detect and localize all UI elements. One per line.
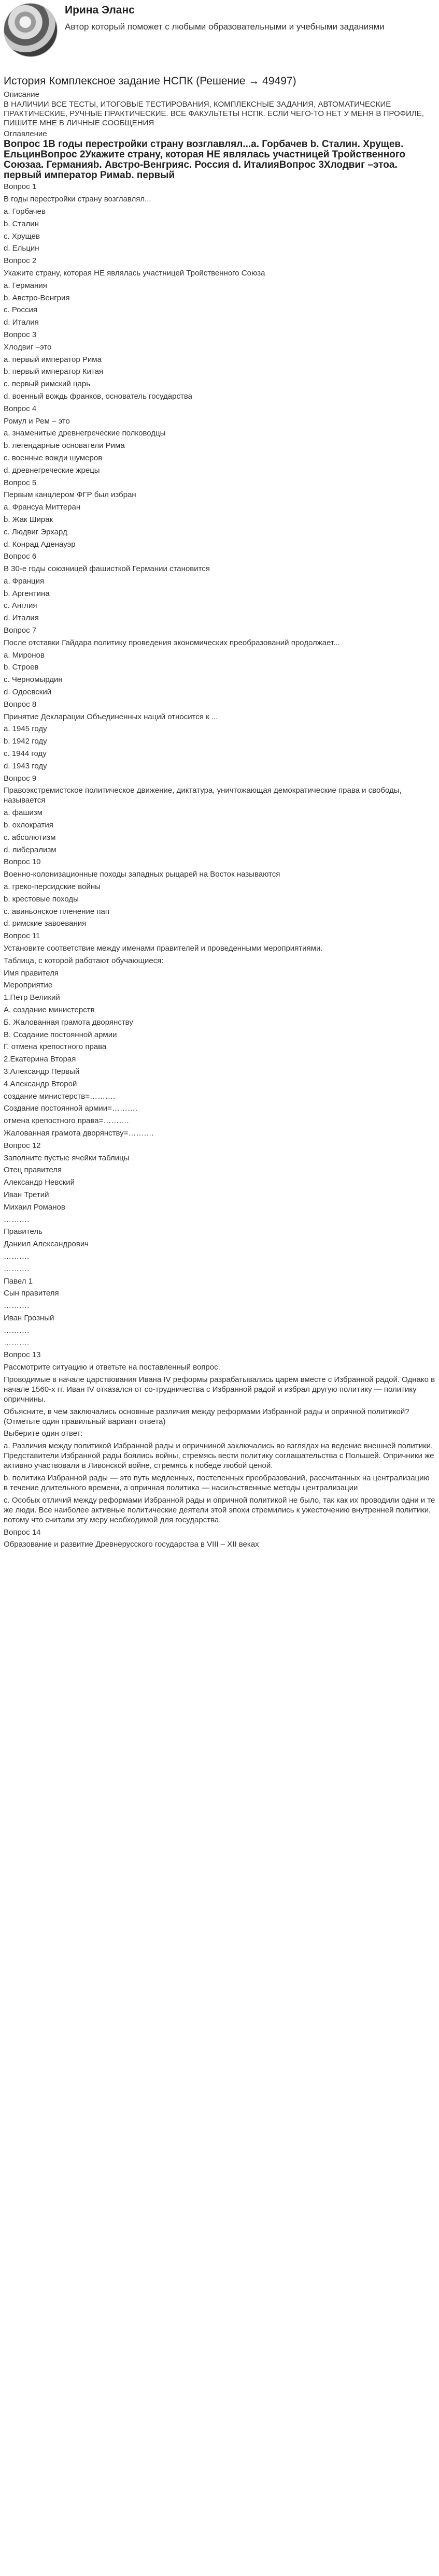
content-line: 4.Александр Второй	[4, 1079, 77, 1088]
answer-option: b. легендарные основатели Рима	[4, 441, 125, 450]
question-number: Вопрос 13	[4, 1350, 41, 1360]
contents-summary: Вопрос 1В годы перестройки страну возглавлял...а. Горбачев b. Сталин. Хрущев. ЕльцинВопрос 2Укажите страну, которая НЕ являлась участницей Тройственного Союзаa. Германияb. Австро-Венгрияc. Россия d. ИталияВопрос 3Хлодвиг –этоa. первый император Римаb. первый	[4, 139, 406, 181]
author-name[interactable]: Ирина Эланс	[65, 4, 135, 16]
answer-option: d. Ельцин	[4, 244, 39, 253]
answer-option: a. знаменитые древнегреческие полководцы	[4, 429, 166, 438]
answer-option: a. греко-персидские войны	[4, 882, 101, 892]
answer-option: d. Италия	[4, 318, 39, 327]
content-line: Александр Невский	[4, 1178, 75, 1187]
author-header	[4, 0, 435, 61]
answer-option: c. первый римский царь	[4, 380, 91, 389]
content-line: Таблица, с которой работают обучающиеся:	[4, 956, 164, 965]
content-line: создание министерств=……….	[4, 1091, 116, 1101]
content-line: Иван Грозный	[4, 1313, 54, 1322]
content-line: Хлодвиг –это	[4, 342, 52, 352]
answer-option: a. Франция	[4, 576, 45, 586]
answer-option: b. Сталин	[4, 219, 39, 228]
content-line: Михаил Романов	[4, 1202, 65, 1212]
answer-option: d. Конрад Аденауэр	[4, 540, 76, 549]
content-line: Рассмотрите ситуацию и ответьте на поставленный вопрос.	[4, 1363, 220, 1372]
content-line: Павел 1	[4, 1276, 33, 1286]
content-line: Принятие Декларации Объединенных наций относится к ...	[4, 712, 218, 721]
answer-option: b. политика Избранной рады — это путь медленных, постепенных преобразований, рассчитанных на централизацию в течение длительного времени, а опричная политика — насильственные методы централизации	[4, 1474, 430, 1493]
content-line: Проводимые в начале царствования Ивана IV реформы разрабатывались царем вместе с Избранной радой. Однако в начале 1560-х гг. Иван IV отказался от со-трудничества с Избранной радой и избрал другую политику — политику опричнины.	[4, 1375, 435, 1404]
content-line: отмена крепостного права=……….	[4, 1116, 129, 1126]
answer-option: a. Франсуа Миттеран	[4, 503, 81, 512]
question-number: Вопрос 9	[4, 774, 37, 783]
answer-option: a. Горбачев	[4, 207, 46, 216]
answer-option: c. военные вожди шумеров	[4, 453, 103, 462]
contents-label: Оглавление	[4, 129, 47, 139]
content-line: ……….	[4, 1251, 30, 1261]
page-title: История Комплексное задание НСПК (Решение → 49497)	[4, 75, 296, 87]
content-line: Установите соответствие между именами правителей и проведенными мероприятиями.	[4, 944, 323, 953]
content-line: ……….	[4, 1326, 30, 1335]
content-line: 1.Петр Великий	[4, 993, 60, 1002]
author-info	[65, 3, 407, 32]
content-line: Отец правителя	[4, 1166, 62, 1175]
content-line: ……….	[4, 1301, 30, 1311]
content-line: В 30-е годы союзницей фашисткой Германии становится	[4, 564, 210, 574]
content-line: Сын правителя	[4, 1289, 59, 1298]
answer-option: b. крестовые походы	[4, 894, 79, 904]
answer-option: b. Австро-Венгрия	[4, 293, 70, 302]
answer-option: b. первый император Китая	[4, 367, 104, 376]
answer-option: b. Аргентина	[4, 589, 50, 598]
content-line: Ромул и Рем – это	[4, 416, 70, 426]
answer-option: a. первый император Рима	[4, 355, 102, 364]
content-line: ……….	[4, 1264, 30, 1273]
question-number: Вопрос 4	[4, 404, 37, 413]
question-number: Вопрос 2	[4, 256, 37, 266]
question-number: Вопрос 8	[4, 700, 37, 709]
content-line: Первым канцлером ФГР был избран	[4, 490, 136, 500]
content-line: Имя правителя	[4, 968, 59, 978]
content-line: Создание постоянной армии=……….	[4, 1104, 138, 1113]
content-line: Укажите страну, которая НЕ являлась участницей Тройственного Союза	[4, 268, 265, 278]
question-number: Вопрос 3	[4, 330, 37, 339]
content-line: Иван Третий	[4, 1190, 49, 1199]
answer-option: c. 1944 году	[4, 749, 47, 759]
content-line: Г. отмена крепостного права	[4, 1042, 107, 1052]
answer-option: d. римские завоевания	[4, 919, 87, 928]
question-number: Вопрос 10	[4, 857, 41, 867]
answer-option: a. Германия	[4, 281, 47, 290]
content-line: Заполните пустые ячейки таблицы	[4, 1153, 130, 1162]
content-line: Правоэкстремистское политическое движение, диктатура, уничтожающая демократические права и свободы, называется	[4, 786, 402, 805]
content-line: ……….	[4, 1338, 30, 1347]
content-line: Объясните, в чем заключались основные различия между реформами Избранной рады и опричной политикой? (Отметьте один правильный вариант ответа)	[4, 1407, 409, 1426]
content-line: 2.Екатерина Вторая	[4, 1055, 76, 1064]
answer-option: d. Одоевский	[4, 688, 52, 697]
question-number: Вопрос 14	[4, 1527, 41, 1537]
answer-option: c. Людвиг Эрхард	[4, 527, 67, 536]
answer-option: a. 1945 году	[4, 724, 47, 734]
content-line: Жалованная грамота дворянству=……….	[4, 1128, 154, 1138]
content-line: В годы перестройки страну возглавлял...	[4, 195, 151, 204]
answer-option: d. военный вождь франков, основатель государства	[4, 391, 192, 401]
answer-option: d. 1943 году	[4, 761, 47, 770]
answer-option: b. Жак Ширак	[4, 515, 53, 524]
content-line: Мероприятие	[4, 981, 53, 990]
content-line: Выберите один ответ:	[4, 1429, 83, 1438]
content-line: Даниил Александрович	[4, 1240, 89, 1249]
content-line: A. создание министерств	[4, 1005, 95, 1014]
question-list	[4, 182, 435, 1549]
content-line: В. Создание постоянной армии	[4, 1030, 117, 1039]
answer-option: a. Различия между политикой Избранной рады и опричниной заключались во взглядах на ведение внешней политики. Представители Избранной рады боялись войны, стремясь вести политику соглашательства с Польшей. Опричники же активно участвовали в Ливонской войне, стремясь к победе любой ценой.	[4, 1442, 434, 1471]
answer-option: c. Англия	[4, 601, 37, 610]
content-line: ……….	[4, 1215, 30, 1224]
question-number: Вопрос 5	[4, 478, 37, 487]
answer-option: c. Особых отличий между реформами Избранной рады и опричной политикой не было, так как их проводили одни и те же люди. Все наиболее активные политические деятели этой эпохи стремились к ужесточению внутренней политики, потому что считали эту меру необходимой для государства.	[4, 1495, 435, 1524]
answer-option: c. Хрущев	[4, 231, 40, 241]
answer-option: a. фашизм	[4, 808, 43, 818]
question-number: Вопрос 1	[4, 182, 37, 192]
answer-option: d. древнегреческие жрецы	[4, 465, 100, 475]
content-line: Военно-колонизационные походы западных рыцарей на Восток называются	[4, 870, 280, 879]
content-line: После отставки Гайдара политику проведения экономических преобразований продолжает...	[4, 638, 340, 647]
answer-option: c. абсолютизм	[4, 833, 56, 842]
content-line: 3.Александр Первый	[4, 1067, 80, 1076]
description-text: В НАЛИЧИИ ВСЕ ТЕСТЫ, ИТОГОВЫЕ ТЕСТИРОВАНИЯ, КОМПЛЕКСНЫЕ ЗАДАНИЯ, АВТОМАТИЧЕСКИЕ ПРАКТИЧЕСКИЕ, РУЧНЫЕ ПРАКТИЧЕСКИЕ. ВСЕ ФАКУЛЬТЕТЫ НСПК. ЕСЛИ ЧЕГО-ТО НЕТ У МЕНЯ В ПРОФИЛЕ, ПИШИТЕ МНЕ В ЛИЧНЫЕ СООБЩЕНИЯ	[4, 100, 424, 127]
question-number: Вопрос 7	[4, 626, 37, 635]
description-label: Описание	[4, 90, 40, 99]
content-line: Образование и развитие Древнерусского государства в VIII – XII веках	[4, 1540, 259, 1549]
question-number: Вопрос 12	[4, 1141, 41, 1150]
answer-option: d. Италия	[4, 614, 39, 623]
content-line: Правитель	[4, 1227, 43, 1236]
author-avatar[interactable]	[4, 3, 58, 57]
author-tagline: Автор который поможет с любыми образовательными и учебными заданиями	[65, 22, 385, 32]
answer-option: c. авиньонское пленение пап	[4, 907, 109, 916]
question-number: Вопрос 6	[4, 552, 37, 561]
answer-option: b. охлократия	[4, 821, 53, 830]
answer-option: a. Миронов	[4, 650, 45, 660]
answer-option: c. Черномырдин	[4, 675, 63, 685]
answer-option: b. Строев	[4, 663, 39, 672]
content-line: Б. Жалованная грамота дворянству	[4, 1017, 133, 1027]
answer-option: b. 1942 году	[4, 737, 47, 746]
answer-option: d. либерализм	[4, 845, 56, 854]
question-number: Вопрос 11	[4, 932, 40, 941]
answer-option: c. Россия	[4, 305, 38, 315]
